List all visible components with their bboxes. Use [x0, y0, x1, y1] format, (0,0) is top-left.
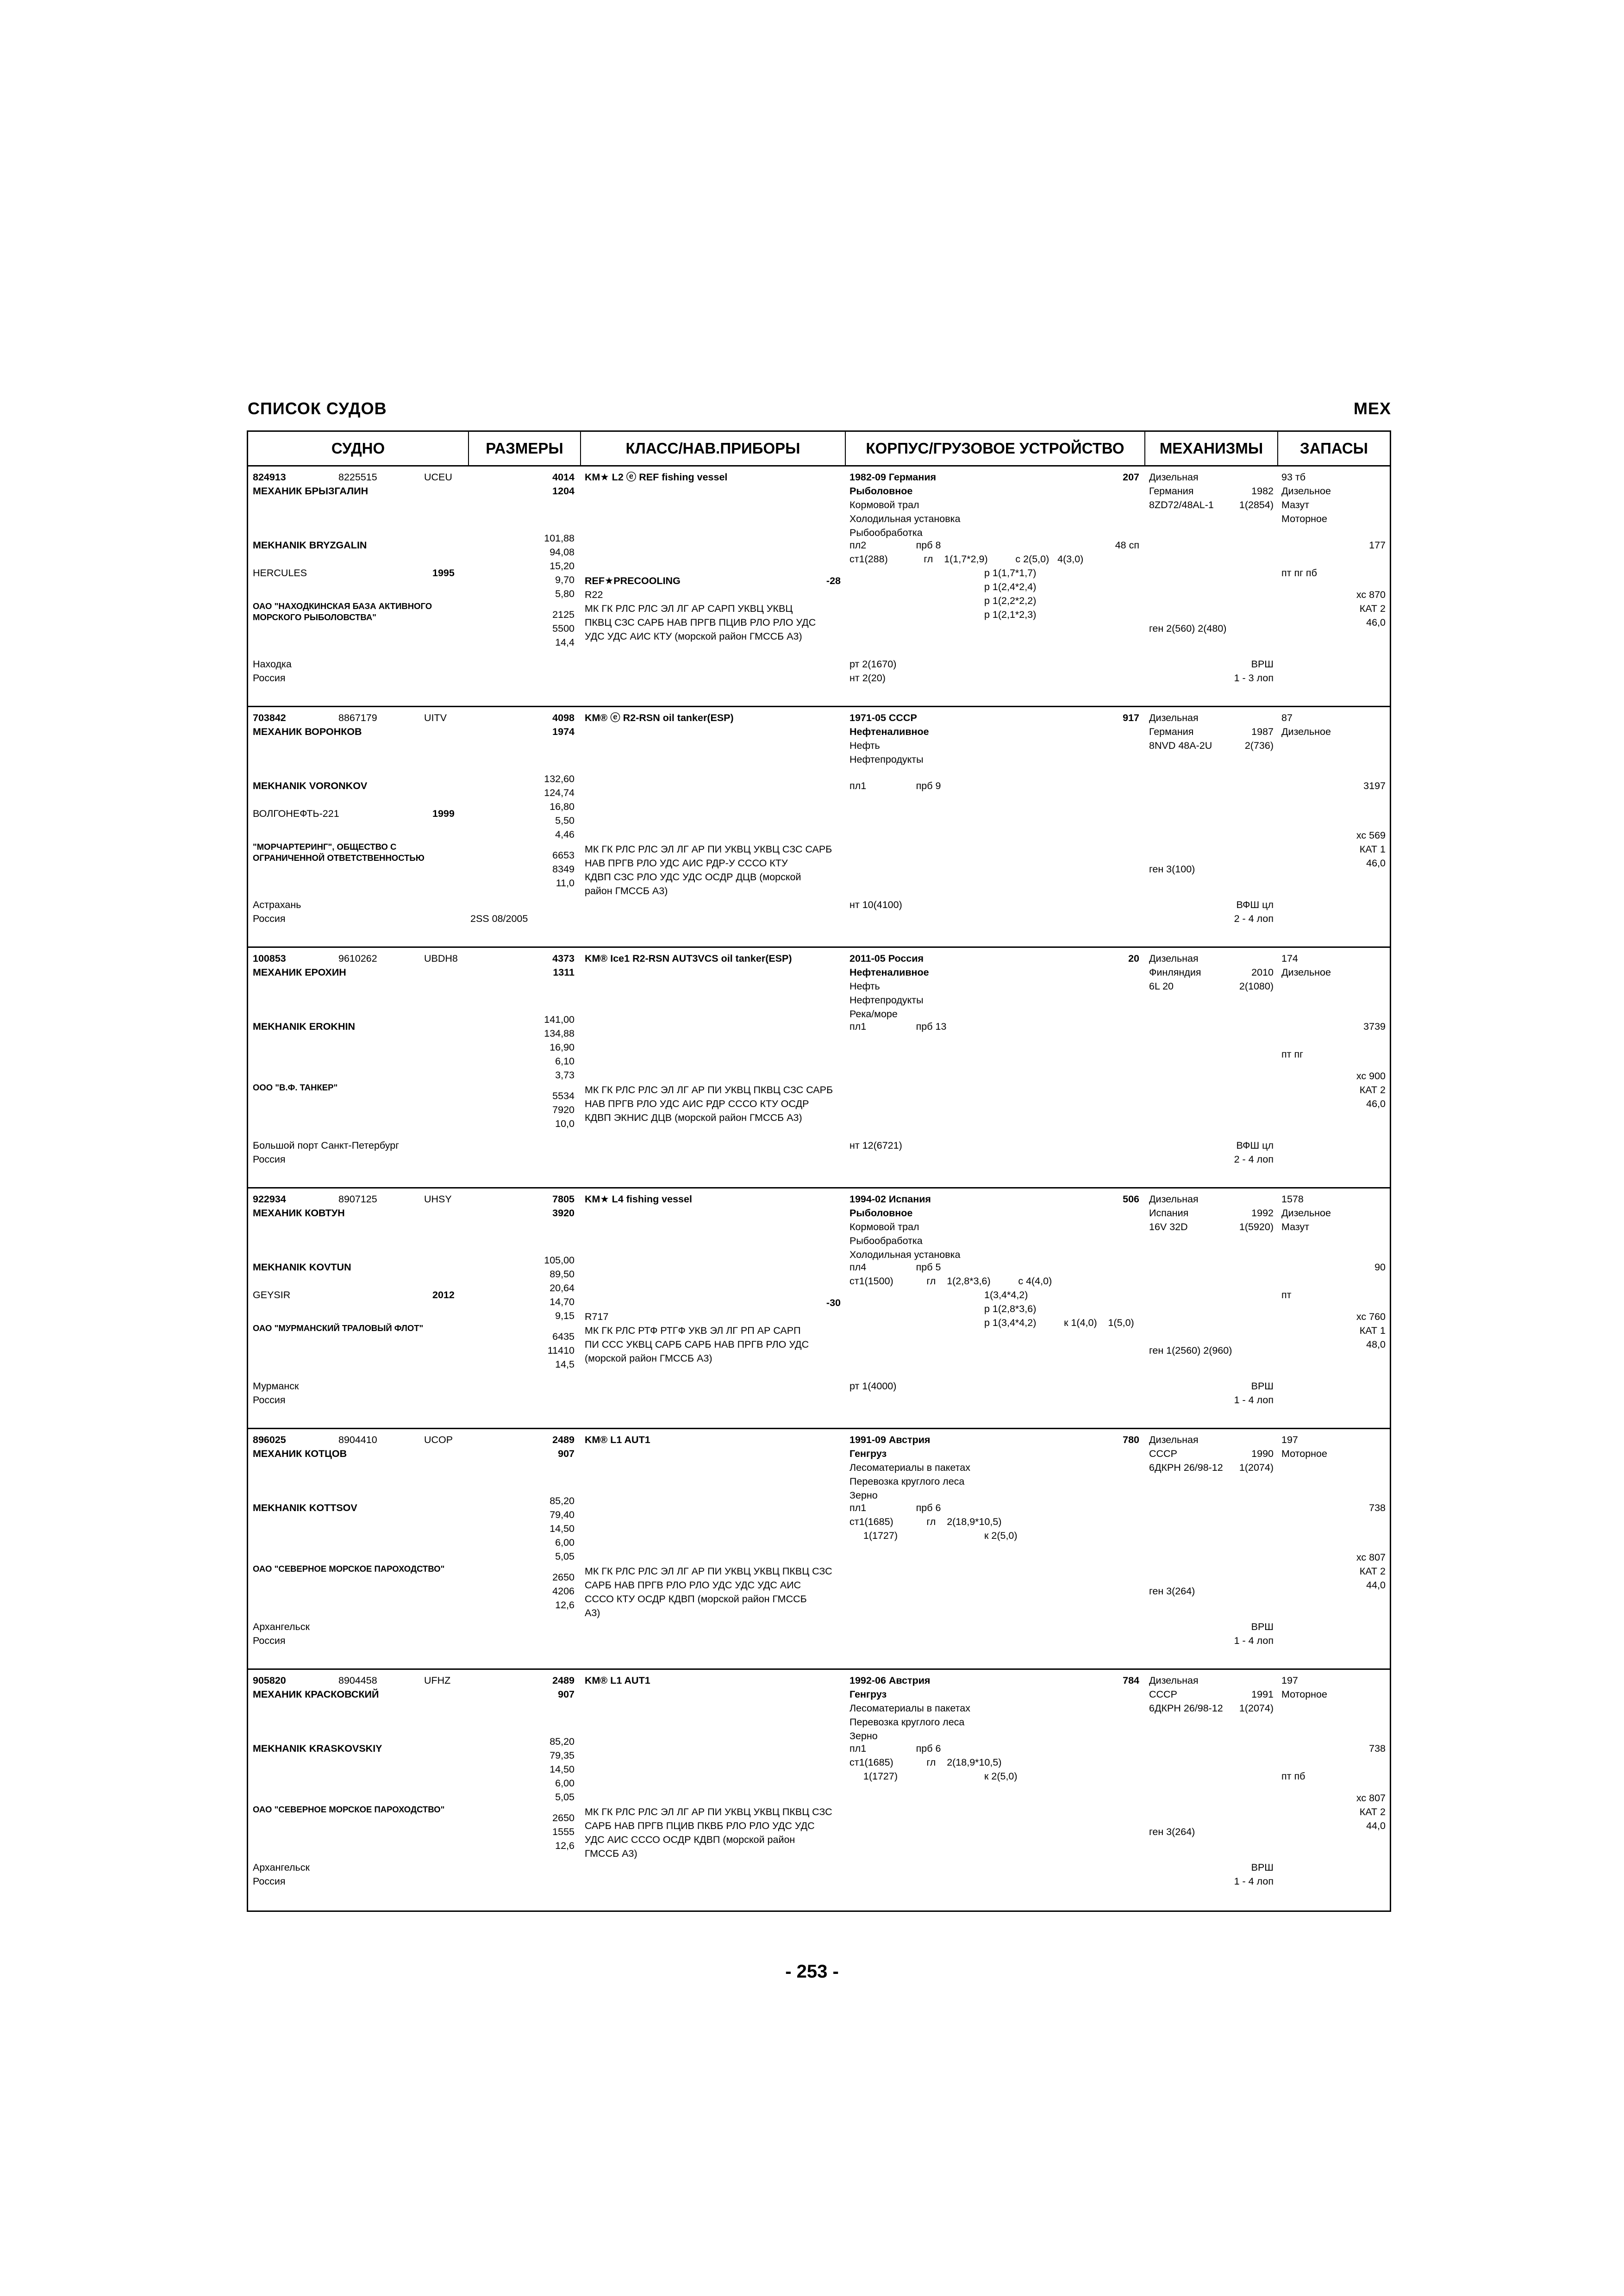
- yard-number: 917: [1123, 712, 1139, 723]
- supplies-water: 3739: [1363, 1021, 1386, 1032]
- engine-year-power: 1992 1(5920): [1239, 1207, 1274, 1232]
- build-year-country: 2011-05 Россия: [849, 953, 924, 964]
- supplies-crew: хс 760 КАТ 1 48,0: [1356, 1311, 1386, 1350]
- tanks: рт 1(4000): [849, 1381, 897, 1392]
- flag: Россия: [253, 1876, 286, 1887]
- dimensions: 101,88 94,08 15,20 9,70 5,80: [544, 533, 575, 599]
- imo-number: 8225515: [338, 472, 377, 483]
- gross-tonnage: 4098: [552, 712, 575, 723]
- deadweight-draught: 6435 11410 14,5: [547, 1331, 575, 1370]
- nav-equipment: МК ГК РЛС РЛС ЭЛ ЛГ АР ПИ УКВЦ ПКВЦ СЗС САРБ НАВ ПРГВ РЛО УДС АИС РДР СССО КТУ ОСДР КДВП ЭКНИС ДЦВ (морской район ГМССБ А3): [585, 1084, 833, 1123]
- propeller: ВРШ 1 - 4 лоп: [1234, 1621, 1274, 1646]
- page-number: - 253 -: [785, 1961, 839, 1982]
- engine: Дизельная СССР 6ДКРН 26/98-12: [1149, 1434, 1223, 1473]
- holds-hatches: пл4 прб 5: [849, 1262, 941, 1273]
- flag: Россия: [253, 1394, 286, 1406]
- ship-record: [248, 467, 1390, 707]
- section-code: МЕХ: [1353, 399, 1391, 418]
- supplies-flags: пт: [1281, 1289, 1292, 1300]
- imo-number: 8867179: [338, 712, 377, 723]
- refrigerant: R717: [585, 1311, 609, 1322]
- deadweight-draught: 2650 4206 12,6: [552, 1572, 575, 1611]
- build-year-country: 1994-02 Испания: [849, 1194, 931, 1205]
- supplies-crew: хс 807 КАТ 2 44,0: [1356, 1792, 1386, 1831]
- propeller: ВРШ 1 - 3 лоп: [1234, 659, 1274, 684]
- nav-equipment: МК ГК РЛС РЛС ЭЛ ЛГ АР ПИ УКВЦ УКВЦ ПКВЦ СЗС САРБ НАВ ПРГВ РЛО РЛО УДС УДС УДС АИС СССО КТУ ОСДР КДВП (морской район ГМССБ А3): [585, 1566, 832, 1618]
- hull-notes: Лесоматериалы в пакетах Перевозка круглого леса Зерно: [849, 1703, 970, 1742]
- ship-record: [248, 1188, 1390, 1429]
- engine: Дизельная СССР 6ДКРН 26/98-12: [1149, 1675, 1223, 1714]
- propeller: ВФШ цл 2 - 4 лоп: [1234, 899, 1274, 924]
- col-header-hull: КОРПУС/ГРУЗОВОЕ УСТРОЙСТВО: [866, 440, 1124, 457]
- owner: ОАО "СЕВЕРНОЕ МОРСКОЕ ПАРОХОДСТВО": [253, 1564, 445, 1574]
- holds-hatches: пл1 прб 6: [849, 1743, 941, 1754]
- ship-record: [248, 1429, 1390, 1670]
- supplies-flags: пт пг пб: [1281, 567, 1317, 579]
- supplies-flags: пт пб: [1281, 1771, 1305, 1782]
- imo-number: 8907125: [338, 1194, 377, 1205]
- cargo-gear-detail: к 2(5,0): [984, 1530, 1018, 1541]
- class-notation: KM® ⓔ R2-RSN oil tanker(ESP): [585, 712, 734, 723]
- call-sign: UCOP: [424, 1434, 453, 1445]
- cargo-gear-detail: к 2(5,0): [984, 1771, 1018, 1782]
- flag: Россия: [253, 1154, 286, 1165]
- supplies-crew: хс 807 КАТ 2 44,0: [1356, 1552, 1386, 1591]
- port-of-registry: Находка: [253, 659, 292, 670]
- cargo-gear-detail: 1(3,4*4,2) р 1(2,8*3,6) р 1(3,4*4,2) к 1(4,0) 1(5,0): [984, 1289, 1134, 1328]
- build-year-country: 1971-05 СССР: [849, 712, 917, 723]
- dimensions: 85,20 79,40 14,50 6,00 5,05: [550, 1495, 575, 1562]
- class-notation: KM® Ice1 R2-RSN AUT3VCS oil tanker(ESP): [585, 953, 792, 964]
- call-sign: UHSY: [424, 1194, 452, 1205]
- imo-number: 9610262: [338, 953, 377, 964]
- engine-year-power: 1991 1(2074): [1239, 1689, 1274, 1714]
- net-tonnage: 1974: [552, 726, 575, 737]
- port-of-registry: Архангельск: [253, 1862, 310, 1873]
- supplies-water: 3197: [1363, 780, 1386, 791]
- engine: Дизельная Германия 8NVD 48A-2U: [1149, 712, 1212, 751]
- port-of-registry: Архангельск: [253, 1621, 310, 1632]
- owner: ОАО "НАХОДКИНСКАЯ БАЗА АКТИВНОГО МОРСКОГО РЫБОЛОВСТВА": [253, 601, 432, 622]
- holds-capacity: 48 сп: [1115, 540, 1139, 551]
- supplies-water: 177: [1369, 540, 1386, 551]
- port-of-registry: Астрахань: [253, 899, 301, 910]
- reg-number: 896025: [253, 1434, 286, 1445]
- nav-equipment: МК ГК РЛС РЛС ЭЛ ЛГ АР САРП УКВЦ УКВЦ ПКВЦ СЗС САРБ НАВ ПРГВ ПЦИВ РЛО РЛО УДС УДС УДС АИС КТУ (морской район ГМССБ А3): [585, 603, 816, 642]
- cargo-gear: ст1(1500) гл 1(2,8*3,6) с 4(4,0): [849, 1276, 1052, 1287]
- page-header: [248, 399, 1391, 419]
- supplies-water: 738: [1369, 1743, 1386, 1754]
- yard-number: 784: [1123, 1675, 1139, 1686]
- ship-name-latin: MEKHANIK EROKHIN: [253, 1021, 355, 1032]
- call-sign: UITV: [424, 712, 447, 723]
- hull-notes: Нефть Нефтепродукты Река/море: [849, 981, 924, 1020]
- engine-year-power: 1982 1(2854): [1239, 485, 1274, 510]
- flag: Россия: [253, 672, 286, 684]
- net-tonnage: 1204: [552, 485, 575, 497]
- gross-tonnage: 2489: [552, 1675, 575, 1686]
- yard-number: 20: [1128, 953, 1139, 964]
- call-sign: UFHZ: [424, 1675, 451, 1686]
- nav-equipment: МК ГК РЛС РЛС ЭЛ ЛГ АР ПИ УКВЦ УКВЦ ПКВЦ СЗС САРБ НАВ ПРГВ ПЦИВ ПКВБ РЛО РЛО УДС УДС УДС АИС СССО ОСДР КДВП (морской район ГМССБ А3): [585, 1806, 832, 1859]
- hull-notes: Нефть Нефтепродукты: [849, 740, 924, 765]
- net-tonnage: 907: [558, 1689, 575, 1700]
- class-notation: KM★ L2 ⓔ REF fishing vessel: [585, 472, 728, 483]
- gross-tonnage: 4014: [552, 472, 575, 483]
- supplies-water: 738: [1369, 1502, 1386, 1513]
- holds-hatches: пл1 прб 6: [849, 1502, 941, 1513]
- ship-name-latin: MEKHANIK KRASKOVSKIY: [253, 1743, 382, 1754]
- build-year-country: 1982-09 Германия: [849, 472, 937, 483]
- tanks: рт 2(1670) нт 2(20): [849, 659, 897, 684]
- ship-name: МЕХАНИК ВОРОНКОВ: [253, 726, 362, 737]
- generators: ген 3(264): [1149, 1586, 1195, 1597]
- tanks: нт 12(6721): [849, 1140, 902, 1151]
- flag: Россия: [253, 913, 286, 924]
- yard-number: 207: [1123, 472, 1139, 483]
- col-header-class: КЛАСС/НАВ.ПРИБОРЫ: [625, 440, 800, 457]
- propeller: ВРШ 1 - 4 лоп: [1234, 1381, 1274, 1406]
- hull-notes: Кормовой трал Рыбообработка Холодильная установка: [849, 1221, 961, 1260]
- cargo-gear: ст1(1685) гл 2(18,9*10,5) 1(1727): [849, 1757, 1002, 1782]
- propeller: ВФШ цл 2 - 4 лоп: [1234, 1140, 1274, 1165]
- build-year-country: 1991-09 Австрия: [849, 1434, 931, 1445]
- engine-year-power: 1990 1(2074): [1239, 1448, 1274, 1473]
- col-header-ship: СУДНО: [331, 440, 385, 457]
- flag: Россия: [253, 1635, 286, 1646]
- ship-register-table: [247, 430, 1391, 1912]
- gross-tonnage: 4373: [552, 953, 575, 964]
- class-notation: KM® L1 AUT1: [585, 1675, 650, 1686]
- cargo-gear: ст1(1685) гл 2(18,9*10,5) 1(1727): [849, 1516, 1002, 1541]
- engine: Дизельная Финляндия 6L 20: [1149, 953, 1201, 992]
- gross-tonnage: 2489: [552, 1434, 575, 1445]
- reg-number: 100853: [253, 953, 286, 964]
- refrigeration-temp: -28: [826, 575, 841, 586]
- hull-notes: Кормовой трал Холодильная установка Рыбообработка: [849, 499, 961, 538]
- supplies: 1578 Дизельное Мазут: [1281, 1194, 1331, 1232]
- ship-name: МЕХАНИК БРЫЗГАЛИН: [253, 485, 369, 497]
- port-of-registry: Мурманск: [253, 1381, 299, 1392]
- page-title: СПИСОК СУДОВ: [248, 399, 387, 418]
- cargo-gear: ст1(288) гл 1(1,7*2,9) с 2(5,0) 4(3,0): [849, 554, 1084, 565]
- owner: ОАО "СЕВЕРНОЕ МОРСКОЕ ПАРОХОДСТВО": [253, 1804, 445, 1814]
- owner: ОАО "МУРМАНСКИЙ ТРАЛОВЫЙ ФЛОТ": [253, 1323, 424, 1333]
- generators: ген 3(264): [1149, 1826, 1195, 1837]
- ship-name: МЕХАНИК КОВТУН: [253, 1207, 345, 1219]
- yard-number: 780: [1123, 1434, 1139, 1445]
- supplies: 87 Дизельное: [1281, 712, 1331, 737]
- dimensions: 132,60 124,74 16,80 5,50 4,46: [544, 773, 575, 840]
- supplies: 197 Моторное: [1281, 1675, 1327, 1700]
- build-year-country: 1992-06 Австрия: [849, 1675, 931, 1686]
- owner: ООО "В.Ф. ТАНКЕР": [253, 1083, 338, 1092]
- holds-hatches: пл2 прб 8: [849, 540, 941, 551]
- reg-number: 922934: [253, 1194, 286, 1205]
- ship-type: Генгруз: [849, 1689, 887, 1700]
- engine-year-power: 2010 2(1080): [1239, 967, 1274, 992]
- col-header-machinery: МЕХАНИЗМЫ: [1159, 440, 1263, 457]
- owner: "МОРЧАРТЕРИНГ", ОБЩЕСТВО С ОГРАНИЧЕННОЙ ОТВЕТСТВЕННОСТЬЮ: [253, 842, 425, 863]
- holds-hatches: пл1 прб 9: [849, 780, 941, 791]
- ship-records: [248, 467, 1390, 1910]
- deadweight-draught: 2125 5500 14,4: [552, 609, 575, 648]
- deadweight-draught: 5534 7920 10,0: [552, 1090, 575, 1129]
- dimensions: 85,20 79,35 14,50 6,00 5,05: [550, 1736, 575, 1803]
- ship-type: Рыболовное: [849, 485, 913, 497]
- net-tonnage: 907: [558, 1448, 575, 1459]
- former-name: HERCULES: [253, 567, 307, 579]
- nav-equipment: МК ГК РЛС РЛС ЭЛ ЛГ АР ПИ УКВЦ УКВЦ СЗС САРБ НАВ ПРГВ РЛО УДС АИС РДР-У СССО КТУ КДВП СЗС РЛО УДС УДС ОСДР ДЦВ (морской район ГМССБ А3): [585, 844, 832, 896]
- former-name-year: 1995: [432, 567, 455, 579]
- engine: Дизельная Германия 8ZD72/48AL-1: [1149, 472, 1214, 510]
- ship-name-latin: MEKHANIK VORONKOV: [253, 780, 368, 791]
- class-notation: KM® L1 AUT1: [585, 1434, 650, 1445]
- ship-name: МЕХАНИК КРАСКОВСКИЙ: [253, 1689, 379, 1700]
- holds-hatches: пл1 прб 13: [849, 1021, 947, 1032]
- imo-number: 8904410: [338, 1434, 377, 1445]
- port-of-registry: Большой порт Санкт-Петербург: [253, 1140, 400, 1151]
- call-sign: UCEU: [424, 472, 452, 483]
- col-header-dimensions: РАЗМЕРЫ: [486, 440, 563, 457]
- supplies: 197 Моторное: [1281, 1434, 1327, 1459]
- propeller: ВРШ 1 - 4 лоп: [1234, 1862, 1274, 1887]
- generators: ген 2(560) 2(480): [1149, 623, 1227, 634]
- generators: ген 3(100): [1149, 864, 1195, 875]
- class-notation: KM★ L4 fishing vessel: [585, 1194, 692, 1205]
- deadweight-draught: 2650 1555 12,6: [552, 1812, 575, 1851]
- ship-record: [248, 948, 1390, 1188]
- supplies-crew: хс 569 КАТ 1 46,0: [1356, 830, 1386, 869]
- ship-record: [248, 1670, 1390, 1910]
- extra-notes: 2SS 08/2005: [470, 913, 528, 924]
- net-tonnage: 3920: [552, 1207, 575, 1219]
- reg-number: 703842: [253, 712, 286, 723]
- nav-equipment: МК ГК РЛС РТФ РТГФ УКВ ЭЛ ЛГ РП АР САРП ПИ ССС УКВЦ САРБ САРБ НАВ ПРГВ РЛО УДС (морской район ГМССБ А3): [585, 1325, 809, 1364]
- ship-type: Рыболовное: [849, 1207, 913, 1219]
- cargo-gear-detail: р 1(1,7*1,7) р 1(2,4*2,4) р 1(2,2*2,2) р 1(2,1*2,3): [984, 567, 1037, 620]
- ship-name-latin: MEKHANIK KOTTSOV: [253, 1502, 357, 1513]
- deadweight-draught: 6653 8349 11,0: [552, 850, 575, 889]
- call-sign: UBDH8: [424, 953, 458, 964]
- reg-number: 824913: [253, 472, 286, 483]
- supplies: 174 Дизельное: [1281, 953, 1331, 978]
- ship-name-latin: MEKHANIK BRYZGALIN: [253, 540, 367, 551]
- imo-number: 8904458: [338, 1675, 377, 1686]
- refrigeration-class: REF★PRECOOLING: [585, 575, 681, 586]
- ship-name: МЕХАНИК ЕРОХИН: [253, 967, 346, 978]
- hull-notes: Лесоматериалы в пакетах Перевозка круглого леса Зерно: [849, 1462, 970, 1501]
- generators: ген 1(2560) 2(960): [1149, 1345, 1232, 1356]
- former-name: ВОЛГОНЕФТЬ-221: [253, 808, 339, 819]
- engine: Дизельная Испания 16V 32D: [1149, 1194, 1199, 1232]
- refrigerant: R22: [585, 589, 603, 600]
- supplies: 93 тб Дизельное Мазут Моторное: [1281, 472, 1331, 524]
- tanks: нт 10(4100): [849, 899, 902, 910]
- former-name-year: 2012: [432, 1289, 455, 1300]
- supplies-crew: хс 900 КАТ 2 46,0: [1356, 1070, 1386, 1109]
- former-name-year: 1999: [432, 808, 455, 819]
- ship-name: МЕХАНИК КОТЦОВ: [253, 1448, 347, 1459]
- dimensions: 105,00 89,50 20,64 14,70 9,15: [544, 1255, 575, 1321]
- refrigeration-temp: -30: [826, 1297, 841, 1308]
- supplies-water: 90: [1374, 1262, 1386, 1273]
- ship-type: Нефтеналивное: [849, 967, 929, 978]
- net-tonnage: 1311: [553, 967, 575, 978]
- dimensions: 141,00 134,88 16,90 6,10 3,73: [544, 1014, 575, 1081]
- supplies-crew: хс 870 КАТ 2 46,0: [1356, 589, 1386, 628]
- table-header: [248, 432, 1390, 467]
- former-name: GEYSIR: [253, 1289, 291, 1300]
- ship-name-latin: MEKHANIK KOVTUN: [253, 1262, 351, 1273]
- supplies-flags: пт пг: [1281, 1049, 1303, 1060]
- yard-number: 506: [1123, 1194, 1139, 1205]
- engine-year-power: 1987 2(736): [1244, 726, 1274, 751]
- ship-type: Нефтеналивное: [849, 726, 929, 737]
- reg-number: 905820: [253, 1675, 286, 1686]
- ship-type: Генгруз: [849, 1448, 887, 1459]
- gross-tonnage: 7805: [552, 1194, 575, 1205]
- ship-record: [248, 707, 1390, 948]
- col-header-supplies: ЗАПАСЫ: [1300, 440, 1368, 457]
